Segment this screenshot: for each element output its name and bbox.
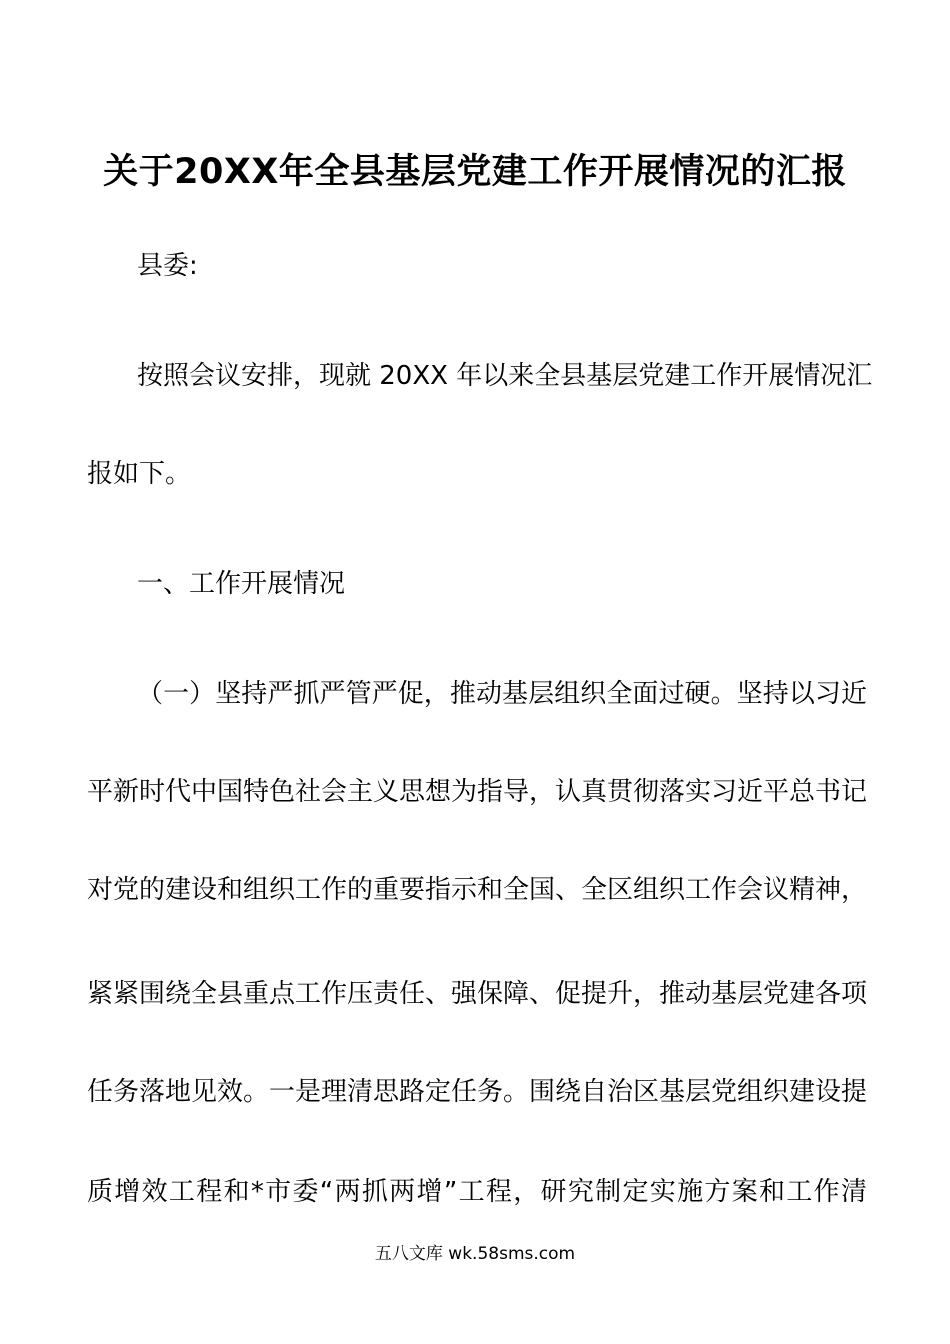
body-line: 质增效工程和*市委“两抓两增”工程，研究制定实施方案和工作清 xyxy=(87,1177,867,1207)
footer-watermark: 五八文库 wk.58sms.com xyxy=(374,1244,576,1264)
section-heading: 一、工作开展情况 xyxy=(137,569,346,599)
body-line: 紧紧围绕全县重点工作压责任、强保障、促提升，推动基层党建各项 xyxy=(87,979,868,1009)
intro-line-2: 报如下。 xyxy=(87,459,192,489)
intro-line-1: 按照会议安排，现就 20XX 年以来全县基层党建工作开展情况汇 xyxy=(137,361,873,391)
body-line: （一）坚持严抓严管严促，推动基层组织全面过硬。坚持以习近 xyxy=(137,679,867,709)
salutation: 县委: xyxy=(137,251,198,281)
body-line: 对党的建设和组织工作的重要指示和全国、全区组织工作会议精神， xyxy=(87,875,868,905)
body-line: 平新时代中国特色社会主义思想为指导，认真贯彻落实习近平总书记 xyxy=(87,777,868,807)
body-line: 任务落地见效。一是理清思路定任务。围绕自治区基层党组织建设提 xyxy=(87,1077,868,1107)
document-title: 关于20XX年全县基层党建工作开展情况的汇报 xyxy=(103,152,847,192)
